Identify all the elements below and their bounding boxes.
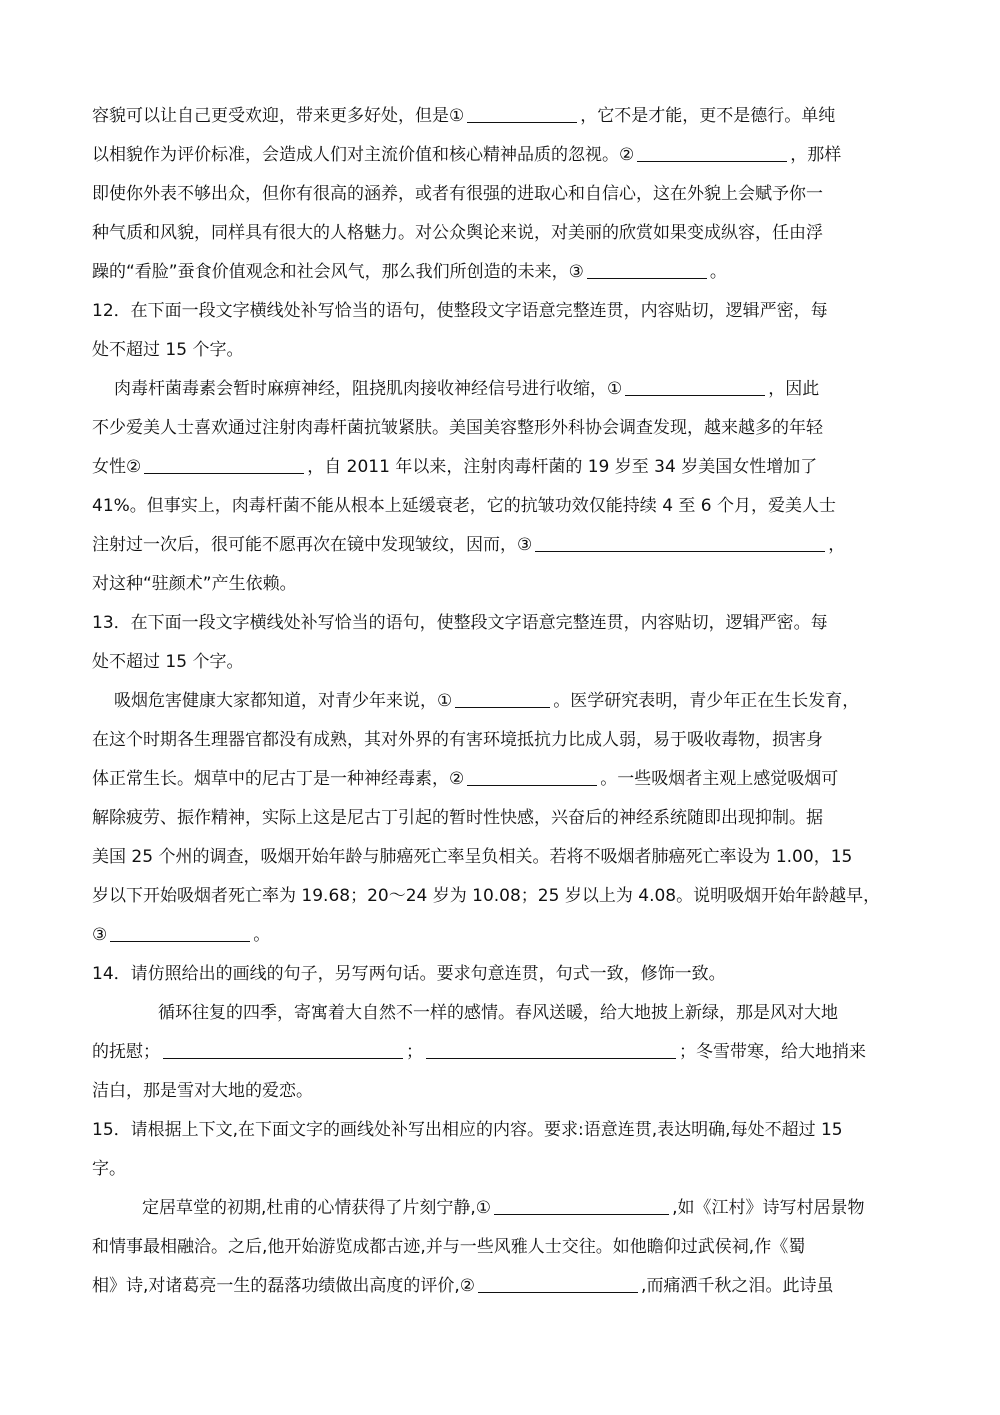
answer-blank-2[interactable] bbox=[467, 765, 597, 786]
q14-line-4: 洁白，那是雪对大地的爱恋。 bbox=[92, 1081, 313, 1101]
answer-blank-1[interactable] bbox=[625, 375, 765, 396]
text: ③ bbox=[92, 925, 108, 945]
q13-prompt-line-1: 13．在下面一段文字横线处补写恰当的语句，使整段文字语意完整连贯，内容贴切，逻辑严密。每 bbox=[92, 613, 828, 633]
answer-blank-2[interactable] bbox=[144, 453, 304, 474]
q13-line-5 bbox=[92, 760, 912, 799]
text: 。一些吸烟者主观上感觉吸烟可 bbox=[600, 769, 839, 789]
q11-line-1 bbox=[92, 97, 912, 136]
q13-line-4: 在这个时期各生理器官都没有成熟，其对外界的有害环境抵抗力比成人弱，易于吸收毒物，损害身 bbox=[92, 730, 823, 750]
text: 。医学研究表明，青少年正在生长发育， bbox=[553, 691, 860, 711]
text: ，它不是才能，更不是德行。单纯 bbox=[580, 106, 836, 126]
text: 相》诗,对诸葛亮一生的磊落功绩做出高度的评价,② bbox=[92, 1276, 476, 1296]
text: 以相貌作为评价标准，会造成人们对主流价值和核心精神品质的忽视。② bbox=[92, 145, 635, 165]
text: ，因此 bbox=[768, 379, 820, 399]
text: 肉毒杆菌毒素会暂时麻痹神经，阻挠肌肉接收神经信号进行收缩，① bbox=[114, 379, 623, 399]
q11-line-3: 即使你外表不够出众，但你有很高的涵养，或者有很强的进取心和自信心，这在外貌上会赋予你一 bbox=[92, 184, 823, 204]
answer-blank-3[interactable] bbox=[535, 531, 825, 552]
document-page bbox=[92, 97, 912, 1306]
q13-line-9 bbox=[92, 916, 912, 955]
text: 吸烟危害健康大家都知道，对青少年来说，① bbox=[114, 691, 453, 711]
text: ；冬雪带寒，给大地捎来 bbox=[679, 1042, 866, 1062]
q12-line-5 bbox=[92, 448, 912, 487]
text: 躁的“看脸”蚕食价值观念和社会风气，那么我们所创造的未来，③ bbox=[92, 262, 584, 282]
answer-blank-2[interactable] bbox=[426, 1038, 676, 1059]
answer-blank-2[interactable] bbox=[478, 1272, 638, 1293]
answer-blank-1[interactable] bbox=[455, 687, 550, 708]
answer-blank-3[interactable] bbox=[110, 921, 250, 942]
q13-prompt-line-2: 处不超过 15 个字。 bbox=[92, 652, 244, 672]
answer-blank-2[interactable] bbox=[637, 141, 787, 162]
q15-line-4: 和情事最相融洽。之后,他开始游览成都古迹,并与一些风雅人士交往。如他瞻仰过武侯祠,作《蜀 bbox=[92, 1237, 806, 1257]
q15-line-3 bbox=[92, 1189, 912, 1228]
q13-line-3 bbox=[92, 682, 912, 721]
q15-prompt-line-2: 字。 bbox=[92, 1159, 126, 1179]
text: ，那样 bbox=[790, 145, 842, 165]
q12-line-4: 不少爱美人士喜欢通过注射肉毒杆菌抗皱紧肤。美国美容整形外科协会调查发现，越来越多的年轻 bbox=[92, 418, 823, 438]
text: ； bbox=[406, 1042, 423, 1062]
text: 容貌可以让自己更受欢迎，带来更多好处，但是① bbox=[92, 106, 465, 126]
q11-line-5 bbox=[92, 253, 912, 292]
q13-line-6: 解除疲劳、振作精神，实际上这是尼古丁引起的暂时性快感，兴奋后的神经系统随即出现抑制。据 bbox=[92, 808, 823, 828]
text: ,而痛洒千秋之泪。此诗虽 bbox=[641, 1276, 834, 1296]
q13-line-8: 岁以下开始吸烟者死亡率为 19.68；20～24 岁为 10.08；25 岁以上为 4.08。说明吸烟开始年龄越早， bbox=[92, 886, 881, 906]
text: 的抚慰； bbox=[92, 1042, 160, 1062]
q13-line-7: 美国 25 个州的调查，吸烟开始年龄与肺癌死亡率呈负相关。若将不吸烟者肺癌死亡率设为 1.00，15 bbox=[92, 847, 853, 867]
q14-prompt-line-1: 14．请仿照给出的画线的句子，另写两句话。要求句意连贯，句式一致，修饰一致。 bbox=[92, 964, 726, 984]
q15-prompt-line-1: 15．请根据上下文,在下面文字的画线处补写出相应的内容。要求:语意连贯,表达明确,每处不超过 15 bbox=[92, 1120, 843, 1140]
text: ,如《江村》诗写村居景物 bbox=[672, 1198, 865, 1218]
q12-line-3 bbox=[92, 370, 912, 409]
q12-line-6: 41%。但事实上，肉毒杆菌不能从根本上延缓衰老，它的抗皱功效仅能持续 4 至 6 个月，爱美人士 bbox=[92, 496, 837, 516]
q14-line-2: 循环往复的四季，寄寓着大自然不一样的感情。春风送暖，给大地披上新绿，那是风对大地 bbox=[158, 1003, 838, 1023]
text: 注射过一次后，很可能不愿再次在镜中发现皱纹，因而，③ bbox=[92, 535, 533, 555]
q15-line-5 bbox=[92, 1267, 912, 1306]
q12-prompt-line-1: 12．在下面一段文字横线处补写恰当的语句，使整段文字语意完整连贯，内容贴切，逻辑严密，每 bbox=[92, 301, 828, 321]
text: 定居草堂的初期,杜甫的心情获得了片刻宁静,① bbox=[142, 1198, 492, 1218]
q11-line-2 bbox=[92, 136, 912, 175]
answer-blank-1[interactable] bbox=[494, 1194, 669, 1215]
text: 。 bbox=[709, 262, 727, 282]
q12-line-7 bbox=[92, 526, 912, 565]
q12-prompt-line-2: 处不超过 15 个字。 bbox=[92, 340, 244, 360]
q11-line-4: 种气质和风貌，同样具有很大的人格魅力。对公众舆论来说，对美丽的欣赏如果变成纵容，任由浮 bbox=[92, 223, 823, 243]
q14-line-3 bbox=[92, 1033, 912, 1072]
answer-blank-1[interactable] bbox=[163, 1038, 403, 1059]
answer-blank-1[interactable] bbox=[467, 102, 577, 123]
text: 体正常生长。烟草中的尼古丁是一种神经毒素，② bbox=[92, 769, 465, 789]
text: 女性② bbox=[92, 457, 142, 477]
q12-line-8: 对这种“驻颜术”产生依赖。 bbox=[92, 574, 297, 594]
text: 。 bbox=[253, 925, 271, 945]
answer-blank-3[interactable] bbox=[587, 258, 707, 279]
text: ，自 2011 年以来，注射肉毒杆菌的 19 岁至 34 岁美国女性增加了 bbox=[307, 457, 818, 477]
text: ， bbox=[828, 535, 846, 555]
